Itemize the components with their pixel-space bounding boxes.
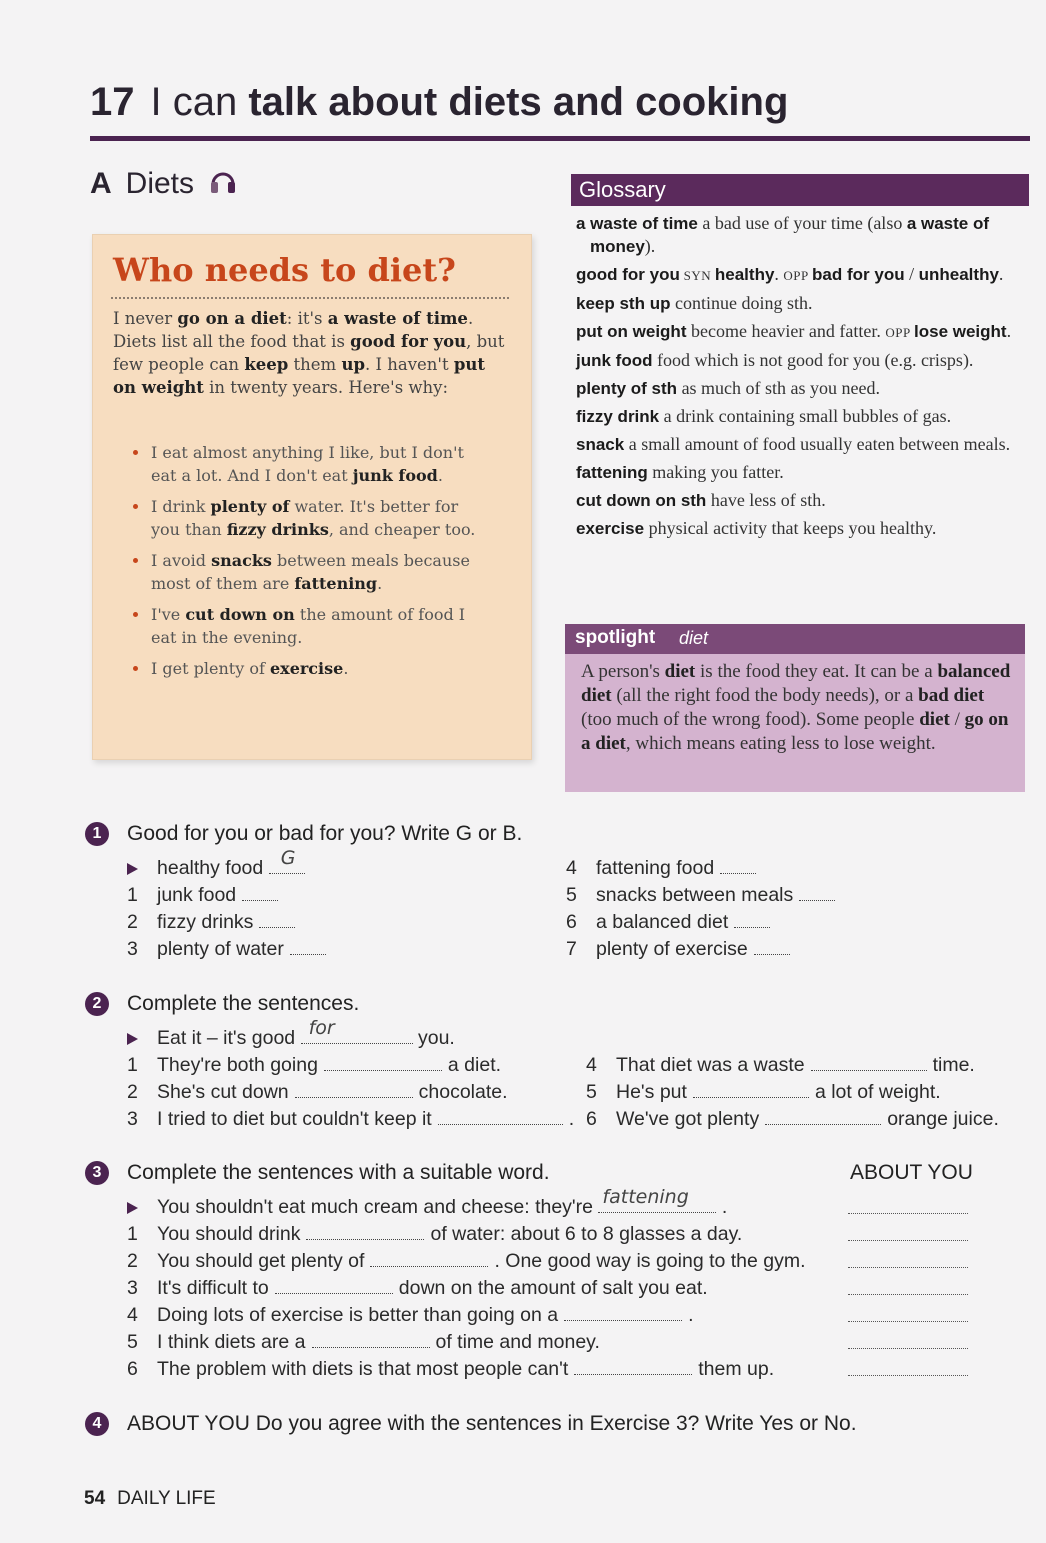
key-phrase: fattening [294, 574, 378, 593]
glossary-header [571, 174, 1029, 206]
key-phrase: fizzy drinks [226, 520, 329, 539]
key-phrase: good for you [350, 332, 467, 351]
answer-blank[interactable] [370, 1252, 488, 1267]
glossary-entry [576, 405, 1028, 428]
glossary-definition: have less of sth. [706, 490, 826, 510]
text-run: A person's [581, 661, 665, 682]
item-number: 1 [127, 1054, 138, 1076]
item-text: a diet. [447, 1054, 502, 1076]
glossary-entry [576, 489, 1028, 512]
answer-blank[interactable] [324, 1056, 442, 1071]
exercise-4-number: 4 [85, 1412, 109, 1436]
glossary-list [576, 212, 1028, 545]
about-you-answer-line[interactable] [848, 1267, 968, 1268]
item-number: 6 [566, 911, 577, 933]
exercise-item [127, 1331, 600, 1354]
glossary-entry [576, 349, 1028, 372]
article-bullet [129, 495, 489, 541]
item-text: time. [932, 1054, 975, 1076]
glossary-term: a waste of money [590, 214, 990, 256]
example-before: Eat it – it's good [157, 1027, 296, 1049]
text-run: : it's [286, 309, 328, 328]
item-text: You should drink [157, 1223, 301, 1245]
text-run: . I haven't [365, 355, 454, 374]
item-number: 1 [127, 884, 138, 906]
item-number: 4 [127, 1304, 138, 1326]
key-phrase: go on a diet [581, 709, 1009, 754]
item-number: 4 [566, 857, 577, 879]
about-you-label: ABOUT YOU [850, 1161, 973, 1184]
key-phrase: plenty of [210, 497, 290, 516]
answer-blank[interactable] [295, 1083, 413, 1098]
glossary-term: snack [576, 435, 625, 454]
exercise-item [127, 938, 332, 961]
key-phrase: exercise [269, 659, 344, 678]
glossary-definition: / [904, 264, 919, 284]
glossary-definition: food which is not good for you (e.g. crisps). [652, 350, 974, 370]
spotlight-word: diet [679, 628, 709, 648]
key-phrase: diet [664, 661, 696, 682]
exercise-3-number: 3 [85, 1161, 109, 1185]
glossary-definition: a small amount of food usually eaten between meals. [624, 434, 1011, 454]
headphones-icon[interactable] [208, 166, 238, 204]
glossary-term: cut down on sth [576, 491, 707, 510]
text-run: . [343, 659, 349, 678]
item-text: . One good way is going to the gym. [494, 1250, 806, 1272]
item-text: She's cut down [157, 1081, 289, 1103]
glossary-title: Glossary [579, 177, 666, 202]
article-divider [111, 297, 509, 299]
item-number: 6 [127, 1358, 138, 1380]
exercise-item [586, 1108, 999, 1131]
answer-blank[interactable] [301, 1017, 413, 1044]
item-number: 3 [127, 1108, 138, 1130]
section-a-heading [90, 166, 238, 204]
glossary-definition: . [998, 264, 1004, 284]
text-run: between meals because most of them are [151, 551, 470, 593]
item-text: chocolate. [418, 1081, 508, 1103]
key-phrase: up [341, 355, 365, 374]
handwritten-answer: for [308, 1017, 335, 1039]
answer-blank[interactable] [765, 1110, 881, 1125]
glossary-label: OPP [885, 325, 915, 340]
item-text: That diet was a waste [616, 1054, 805, 1076]
answer-blank[interactable] [564, 1306, 682, 1321]
text-run: I eat almost anything I like, but I don't eat a lot. And I don't eat [151, 443, 464, 485]
item-text: of water: about 6 to 8 glasses a day. [430, 1223, 743, 1245]
item-number: 6 [586, 1108, 597, 1130]
about-you-answer-line[interactable] [848, 1348, 968, 1349]
text-run: / [949, 709, 965, 730]
text-run: . [437, 466, 443, 485]
answer-blank[interactable] [598, 1186, 716, 1213]
glossary-term: exercise [576, 519, 645, 538]
spotlight-header [565, 624, 1025, 654]
answer-blank[interactable] [242, 886, 278, 901]
glossary-term: healthy [714, 265, 775, 284]
glossary-entry [576, 433, 1028, 456]
handwritten-answer: G [280, 847, 296, 869]
text-run: them [288, 355, 342, 374]
exercise-3-heading: Complete the sentences with a suitable word. [127, 1161, 550, 1184]
item-text: We've got plenty [616, 1108, 760, 1130]
example-arrow-icon [127, 1202, 138, 1214]
exercise-item [566, 884, 841, 907]
item-text: . [568, 1108, 575, 1130]
section-title: Diets [125, 166, 195, 200]
glossary-entry [576, 461, 1028, 484]
page-footer [84, 1488, 216, 1510]
glossary-term: bad for you [812, 265, 905, 284]
section-letter: A [90, 166, 112, 200]
glossary-definition: . [774, 264, 784, 284]
item-number: 5 [586, 1081, 597, 1103]
glossary-definition: ). [644, 236, 656, 256]
answer-blank[interactable] [306, 1225, 424, 1240]
item-text: junk food [157, 884, 237, 906]
item-number: 3 [127, 938, 138, 960]
glossary-definition: become heavier and fatter. [686, 321, 886, 341]
text-run: I never [113, 309, 178, 328]
key-phrase: put on weight [113, 355, 485, 397]
exercise-2-number: 2 [85, 992, 109, 1016]
exercise-item [566, 938, 796, 961]
article-card [92, 234, 532, 760]
glossary-entry [576, 377, 1028, 400]
key-phrase: cut down on [185, 605, 295, 624]
key-phrase: balanced diet [581, 661, 1011, 706]
text-run: . Diets list all the food that is [113, 309, 474, 351]
about-you-answer-line[interactable] [848, 1375, 968, 1376]
title-bold: talk about diets and cooking [248, 80, 789, 124]
answer-blank[interactable] [574, 1360, 692, 1375]
text-run: I get plenty of [151, 659, 270, 678]
text-run: , but few people can [113, 332, 505, 374]
article-bullets [129, 441, 489, 688]
footer-section: DAILY LIFE [117, 1488, 216, 1509]
glossary-term: junk food [576, 351, 653, 370]
item-text: They're both going [157, 1054, 318, 1076]
glossary-term: good for you [576, 265, 680, 284]
article-bullet [129, 549, 489, 595]
glossary-term: plenty of sth [576, 379, 678, 398]
answer-blank[interactable] [269, 847, 305, 874]
text-run: I've [151, 605, 186, 624]
item-number: 5 [127, 1331, 138, 1353]
answer-blank[interactable] [734, 913, 770, 928]
item-text: fattening food [596, 857, 715, 879]
item-number: 5 [566, 884, 577, 906]
glossary-definition: as much of sth as you need. [677, 378, 881, 398]
unit-number: 17 [90, 80, 135, 124]
page-title [90, 80, 788, 125]
text-run: . [377, 574, 383, 593]
exercise-item [566, 857, 762, 880]
exercise-item [127, 884, 284, 907]
glossary-term: keep sth up [576, 294, 671, 313]
glossary-entry [576, 517, 1028, 540]
exercise-item [127, 1304, 694, 1327]
title-plain: I can [150, 80, 249, 124]
text-run: the amount of food I eat in the evening. [151, 605, 466, 647]
example-before: You shouldn't eat much cream and cheese: they're [157, 1196, 593, 1218]
exercise-2-example [127, 1017, 455, 1050]
glossary-definition: continue doing sth. [670, 293, 813, 313]
exercise-item [566, 911, 776, 934]
exercise-item [127, 1358, 774, 1381]
item-number: 2 [127, 911, 138, 933]
glossary-term: fizzy drink [576, 407, 660, 426]
glossary-label: SYN [679, 268, 715, 283]
key-phrase: diet [919, 709, 950, 730]
glossary-term: lose weight [914, 322, 1007, 341]
answer-blank[interactable] [720, 859, 756, 874]
key-phrase: a waste of time [327, 309, 468, 328]
exercise-item [127, 1054, 501, 1077]
exercise-item [127, 1250, 806, 1273]
item-text: I think diets are a [157, 1331, 306, 1353]
exercise-item [586, 1081, 941, 1104]
exercise-item [127, 911, 301, 934]
item-text: down on the amount of salt you eat. [398, 1277, 708, 1299]
key-phrase: bad diet [918, 685, 985, 706]
item-text: plenty of exercise [596, 938, 748, 960]
example-after: you. [417, 1027, 455, 1049]
exercise-3-example [127, 1186, 728, 1219]
item-number: 3 [127, 1277, 138, 1299]
text-run: (all the right food the body needs), or a [611, 685, 919, 706]
item-text: orange juice. [887, 1108, 999, 1130]
item-text: snacks between meals [596, 884, 794, 906]
header-divider [90, 136, 1030, 141]
exercise-1-heading: Good for you or bad for you? Write G or B. [127, 822, 523, 845]
example-text: healthy food [157, 857, 264, 879]
glossary-label: OPP [783, 268, 813, 283]
item-text: I tried to diet but couldn't keep it [157, 1108, 432, 1130]
glossary-definition: . [1006, 321, 1012, 341]
glossary-definition: physical activity that keeps you healthy. [644, 518, 937, 538]
handwritten-answer: fattening [602, 1186, 689, 1208]
exercise-item [127, 1081, 508, 1104]
answer-blank[interactable] [811, 1056, 927, 1071]
item-text: Doing lots of exercise is better than going on a [157, 1304, 559, 1326]
answer-blank[interactable] [259, 913, 295, 928]
glossary-definition: making you fatter. [647, 462, 784, 482]
article-title: Who needs to diet? [113, 251, 456, 289]
key-phrase: junk food [352, 466, 438, 485]
exercise-item [127, 1223, 742, 1246]
text-run: is the food they eat. It can be a [695, 661, 938, 682]
exercise-4-heading: ABOUT YOU Do you agree with the sentences in Exercise 3? Write Yes or No. [127, 1412, 857, 1435]
about-you-answer-line[interactable] [848, 1294, 968, 1295]
answer-blank[interactable] [312, 1333, 430, 1348]
item-text: fizzy drinks [157, 911, 254, 933]
item-text: The problem with diets is that most people can't [157, 1358, 569, 1380]
item-number: 2 [127, 1250, 138, 1272]
item-number: 4 [586, 1054, 597, 1076]
spotlight-label: spotlight [575, 627, 656, 648]
article-bullet [129, 657, 489, 680]
answer-blank[interactable] [290, 940, 326, 955]
about-you-answer-line[interactable] [848, 1240, 968, 1241]
article-bullet [129, 441, 489, 487]
about-you-answer-line[interactable] [848, 1321, 968, 1322]
key-phrase: keep [244, 355, 289, 374]
glossary-term: unhealthy [918, 265, 999, 284]
answer-blank[interactable] [754, 940, 790, 955]
glossary-definition: a drink containing small bubbles of gas. [659, 406, 952, 426]
article-intro [113, 307, 513, 399]
spotlight-text [581, 660, 1011, 756]
glossary-entry [576, 320, 1028, 344]
item-number: 7 [566, 938, 577, 960]
text-run: I avoid [151, 551, 212, 570]
exercise-1-number: 1 [85, 822, 109, 846]
item-text: plenty of water [157, 938, 284, 960]
answer-blank[interactable] [438, 1110, 563, 1125]
example-arrow-icon [127, 863, 138, 875]
text-run: , which means eating less to lose weight. [625, 733, 936, 754]
answer-blank[interactable] [799, 886, 835, 901]
answer-blank[interactable] [693, 1083, 809, 1098]
item-text: It's difficult to [157, 1277, 269, 1299]
about-you-answer-line[interactable] [848, 1213, 968, 1214]
key-phrase: snacks [211, 551, 272, 570]
key-phrase: go on a diet [177, 309, 287, 328]
example-after: . [721, 1196, 728, 1218]
exercise-item [127, 1277, 708, 1300]
text-run: I drink [151, 497, 211, 516]
example-arrow-icon [127, 1033, 138, 1045]
glossary-entry [576, 212, 1028, 258]
exercise-2-heading: Complete the sentences. [127, 992, 360, 1015]
text-run: water. It's better for you than [151, 497, 459, 539]
item-number: 2 [127, 1081, 138, 1103]
glossary-entry [576, 263, 1028, 287]
item-text: a balanced diet [596, 911, 729, 933]
item-text: . [688, 1304, 694, 1326]
article-bullet [129, 603, 489, 649]
item-number: 1 [127, 1223, 138, 1245]
item-text: of time and money. [435, 1331, 600, 1353]
item-text: You should get plenty of [157, 1250, 365, 1272]
exercise-1-example [127, 847, 305, 880]
glossary-term: a waste of time [576, 214, 698, 233]
glossary-term: put on weight [576, 322, 687, 341]
exercise-item [127, 1108, 574, 1131]
spotlight-box [565, 624, 1025, 792]
text-run: , and cheaper too. [328, 520, 476, 539]
glossary-entry [576, 292, 1028, 315]
glossary-term: fattening [576, 463, 648, 482]
item-text: He's put [616, 1081, 687, 1103]
item-text: them up. [698, 1358, 775, 1380]
glossary-definition: a bad use of your time (also [697, 213, 907, 233]
text-run: in twenty years. Here's why: [203, 378, 449, 397]
exercise-item [586, 1054, 975, 1077]
text-run: (too much of the wrong food). Some people [581, 709, 920, 730]
item-text: a lot of weight. [814, 1081, 941, 1103]
answer-blank[interactable] [275, 1279, 393, 1294]
page-number: 54 [84, 1488, 106, 1509]
